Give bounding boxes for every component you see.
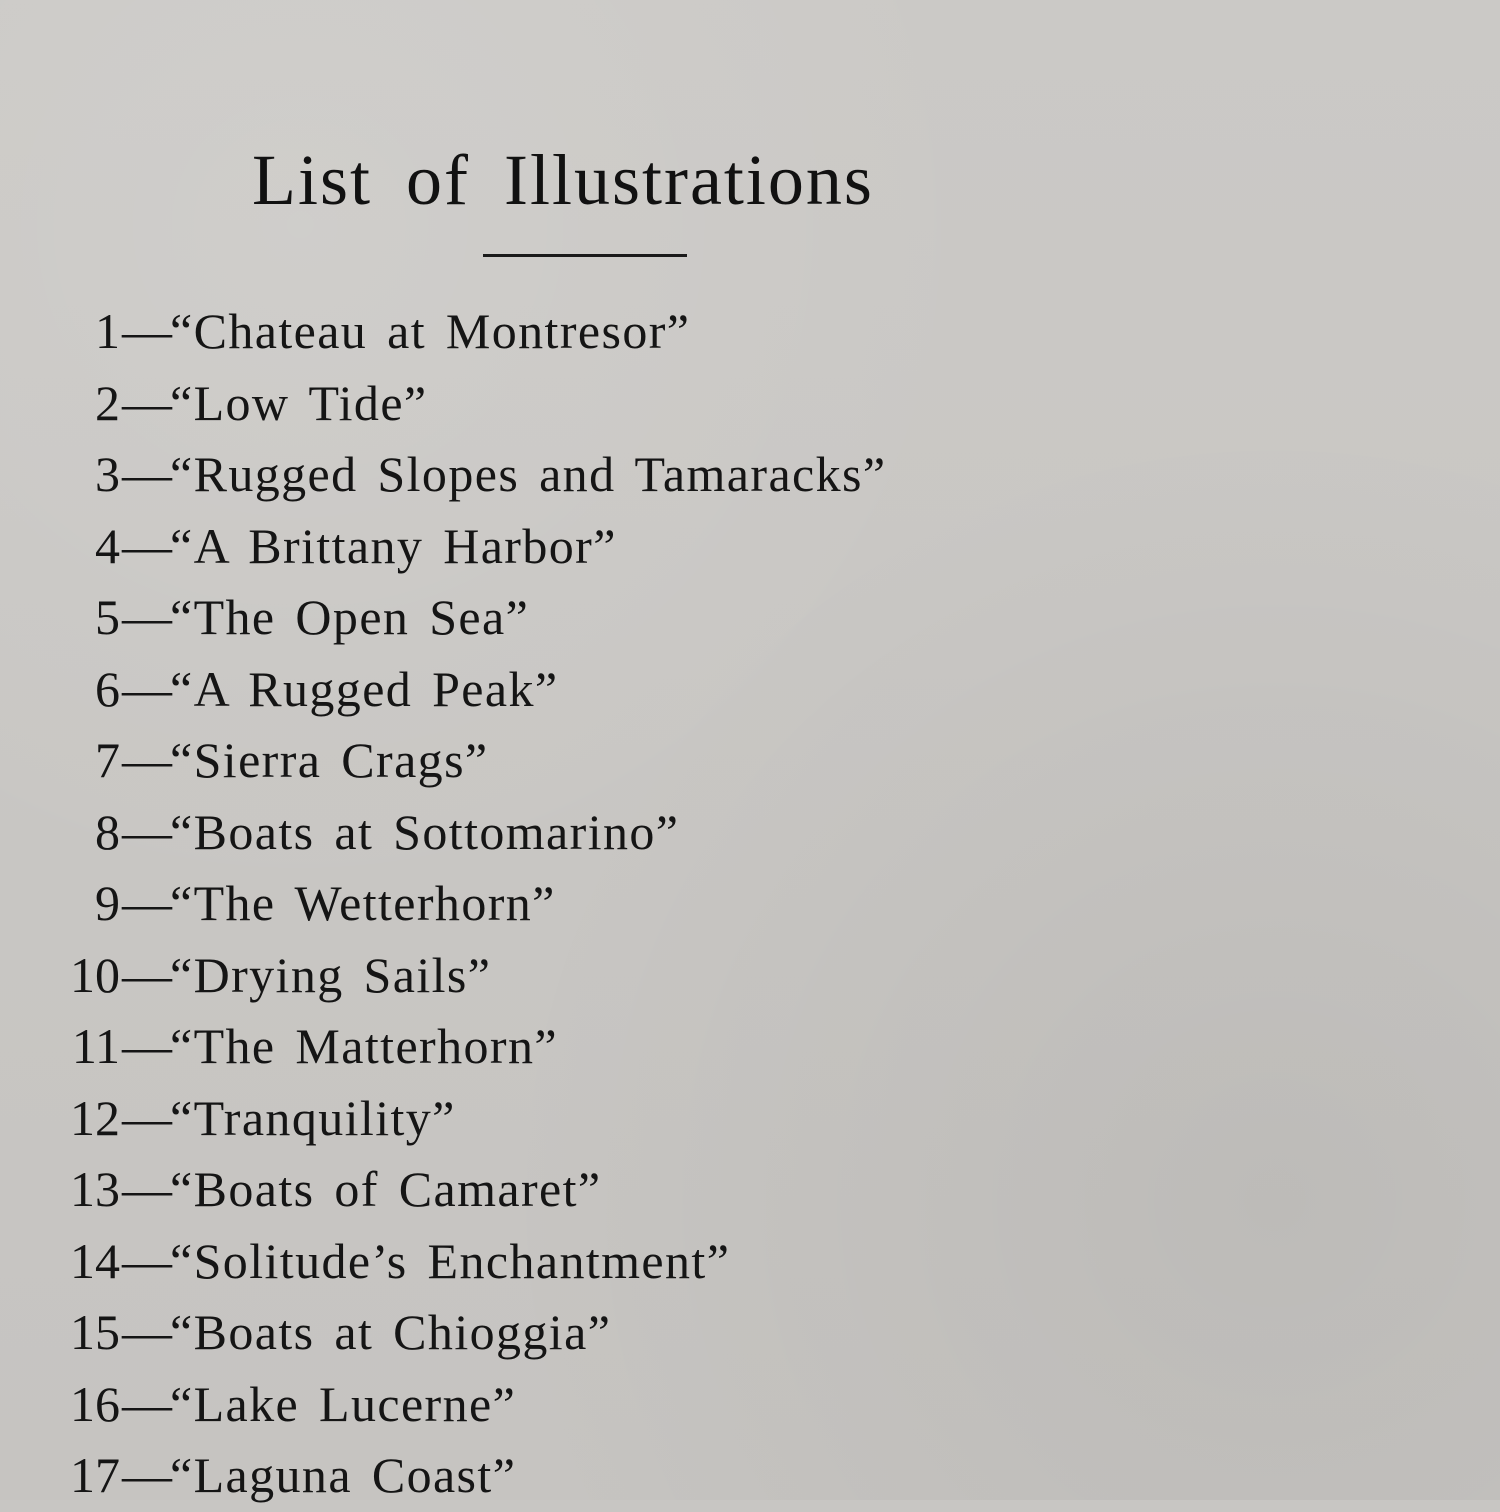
illustration-number: 6 <box>95 660 120 717</box>
illustration-caption: “The Matterhorn” <box>170 1018 558 1074</box>
illustration-number: 10 <box>70 946 120 1003</box>
illustrations-list <box>0 296 1100 1512</box>
list-item <box>0 511 1100 583</box>
illustration-caption: “Low Tide” <box>170 374 428 431</box>
list-item <box>0 1440 1100 1512</box>
illustration-number: 11 <box>71 1018 120 1074</box>
illustration-number: 14 <box>70 1232 120 1289</box>
list-item <box>0 940 1100 1012</box>
em-dash: — <box>122 589 172 645</box>
em-dash: — <box>122 1161 172 1217</box>
page-title: List of Illustrations <box>252 140 874 220</box>
illustration-caption: “Rugged Slopes and Tamaracks” <box>170 446 887 502</box>
illustration-number: 17 <box>70 1447 120 1503</box>
em-dash: — <box>122 374 172 431</box>
illustration-caption: “Chateau at Montresor” <box>170 303 691 359</box>
em-dash: — <box>122 1232 172 1289</box>
illustration-number: 4 <box>95 517 120 574</box>
illustration-caption: “Boats at Sottomarino” <box>170 803 680 860</box>
illustration-caption: “Lake Lucerne” <box>170 1375 517 1432</box>
illustration-caption: “Tranquility” <box>170 1089 456 1146</box>
em-dash: — <box>122 946 172 1003</box>
em-dash: — <box>122 732 172 788</box>
list-item <box>0 797 1100 869</box>
em-dash: — <box>122 660 172 717</box>
em-dash: — <box>122 303 172 359</box>
title-rule <box>483 254 687 257</box>
list-item <box>0 368 1100 440</box>
illustration-number: 2 <box>95 374 120 431</box>
illustration-caption: “The Open Sea” <box>170 589 530 645</box>
em-dash: — <box>122 1089 172 1146</box>
list-item <box>0 1011 1100 1083</box>
illustration-caption: “The Wetterhorn” <box>170 875 556 931</box>
illustration-caption: “Laguna Coast” <box>170 1447 517 1503</box>
illustration-number: 1 <box>95 303 120 359</box>
em-dash: — <box>122 1018 172 1074</box>
illustration-number: 5 <box>95 589 120 645</box>
illustration-caption: “A Brittany Harbor” <box>170 517 617 574</box>
illustration-number: 13 <box>70 1161 120 1217</box>
list-item <box>0 654 1100 726</box>
em-dash: — <box>122 1304 172 1360</box>
list-item <box>0 1083 1100 1155</box>
illustration-caption: “Solitude’s Enchantment” <box>170 1232 731 1289</box>
list-item <box>0 1297 1100 1369</box>
illustration-caption: “A Rugged Peak” <box>170 660 559 717</box>
illustration-number: 9 <box>95 875 120 931</box>
illustration-number: 15 <box>70 1304 120 1360</box>
illustration-caption: “Boats at Chioggia” <box>170 1304 612 1360</box>
list-item <box>0 296 1100 368</box>
illustration-caption: “Sierra Crags” <box>170 732 489 788</box>
list-item <box>0 582 1100 654</box>
em-dash: — <box>122 517 172 574</box>
illustration-caption: “Drying Sails” <box>170 946 492 1003</box>
list-item <box>0 725 1100 797</box>
em-dash: — <box>122 1375 172 1432</box>
em-dash: — <box>122 1447 172 1503</box>
illustration-number: 7 <box>95 732 120 788</box>
em-dash: — <box>122 803 172 860</box>
list-item <box>0 439 1100 511</box>
illustration-number: 3 <box>95 446 120 502</box>
list-item <box>0 1226 1100 1298</box>
illustration-number: 8 <box>95 803 120 860</box>
illustration-caption: “Boats of Camaret” <box>170 1161 602 1217</box>
illustration-number: 12 <box>70 1089 120 1146</box>
illustration-number: 16 <box>70 1375 120 1432</box>
em-dash: — <box>122 446 172 502</box>
list-item <box>0 868 1100 940</box>
em-dash: — <box>122 875 172 931</box>
list-item <box>0 1154 1100 1226</box>
list-item <box>0 1369 1100 1441</box>
